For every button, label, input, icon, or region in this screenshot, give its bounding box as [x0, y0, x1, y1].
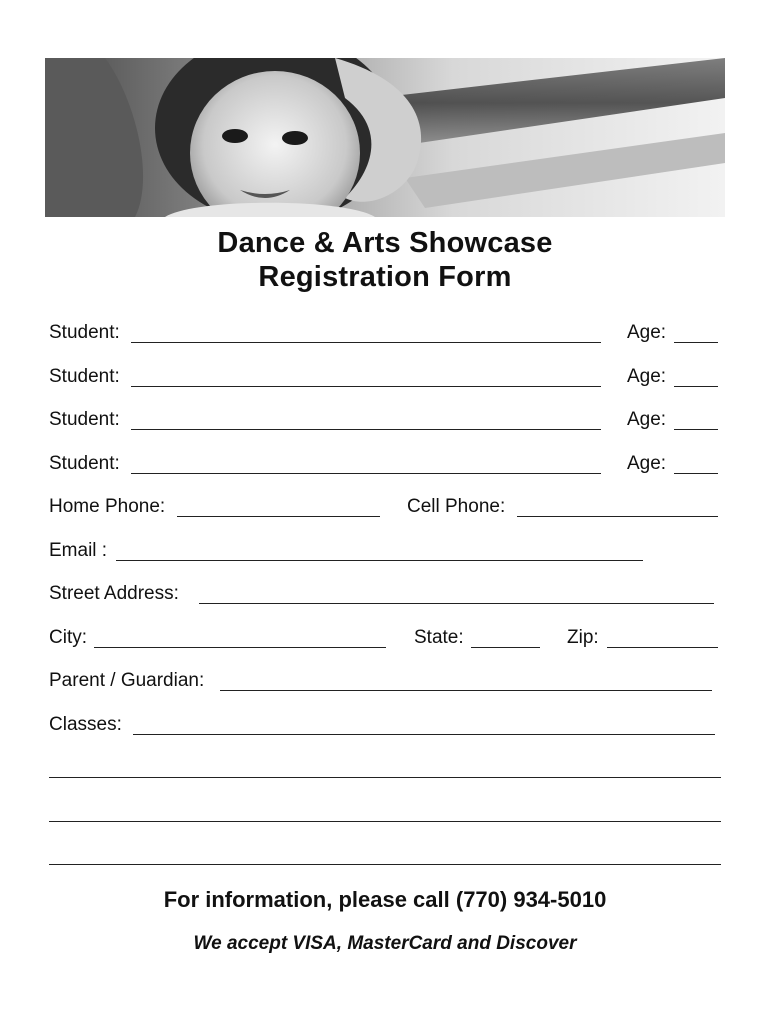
parent-guardian-label: Parent / Guardian: [49, 670, 205, 691]
city-field[interactable] [94, 647, 386, 648]
parent-guardian-field[interactable] [220, 690, 712, 691]
age-field[interactable] [674, 473, 718, 474]
zip-label: Zip: [567, 627, 599, 648]
student-row-4 [49, 452, 721, 476]
state-field[interactable] [471, 647, 540, 648]
age-field[interactable] [674, 342, 718, 343]
header-photo [45, 58, 725, 217]
age-label: Age: [627, 366, 667, 387]
street-address-field[interactable] [199, 603, 714, 604]
classes-row [49, 713, 721, 737]
phone-row [49, 495, 721, 519]
home-phone-field[interactable] [177, 516, 380, 517]
classes-extra-line[interactable] [49, 864, 721, 865]
email-label: Email : [49, 540, 108, 561]
email-field[interactable] [116, 560, 643, 561]
cell-phone-label: Cell Phone: [407, 496, 506, 517]
student-label: Student: [49, 409, 120, 430]
student-name-field[interactable] [131, 473, 601, 474]
age-label: Age: [627, 409, 667, 430]
classes-extra-line[interactable] [49, 821, 721, 822]
student-label: Student: [49, 453, 120, 474]
city-state-zip-row [49, 626, 721, 650]
student-row-1 [49, 321, 721, 345]
form-title-line2: Registration Form [258, 261, 512, 293]
age-field[interactable] [674, 386, 718, 387]
city-label: City: [49, 627, 87, 648]
street-row [49, 582, 721, 606]
student-name-field[interactable] [131, 342, 601, 343]
student-label: Student: [49, 322, 120, 343]
state-label: State: [414, 627, 464, 648]
form-title-line1: Dance & Arts Showcase [217, 227, 553, 259]
email-row [49, 539, 721, 563]
student-row-2 [49, 365, 721, 389]
student-name-field[interactable] [131, 429, 601, 430]
age-label: Age: [627, 322, 667, 343]
parent-row [49, 669, 721, 693]
classes-field[interactable] [133, 734, 715, 735]
cell-phone-field[interactable] [517, 516, 718, 517]
payment-note: We accept VISA, MasterCard and Discover [193, 933, 577, 954]
student-row-3 [49, 408, 721, 432]
age-field[interactable] [674, 429, 718, 430]
age-label: Age: [627, 453, 667, 474]
classes-extra-line[interactable] [49, 777, 721, 778]
home-phone-label: Home Phone: [49, 496, 166, 517]
classes-label: Classes: [49, 714, 122, 735]
student-name-field[interactable] [131, 386, 601, 387]
student-label: Student: [49, 366, 120, 387]
street-address-label: Street Address: [49, 583, 179, 604]
contact-info: For information, please call (770) 934-5010 [163, 887, 607, 912]
zip-field[interactable] [607, 647, 718, 648]
